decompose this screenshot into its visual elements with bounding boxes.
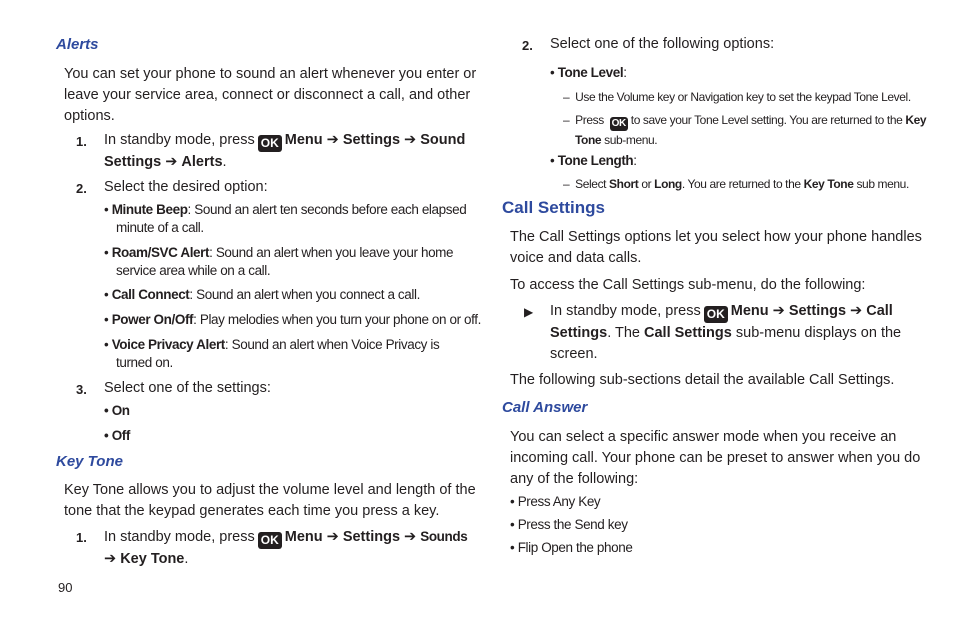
answer-option: • Press the Send key — [510, 517, 628, 532]
option-power-on-off: • Power On/Off: Play melodies when you turn your phone on or off. — [104, 312, 481, 327]
ok-key-icon: OK — [611, 118, 626, 129]
option-call-connect: • Call Connect: Sound an alert when you connect a call. — [104, 287, 420, 302]
triangle-bullet-icon: ▶ — [524, 305, 534, 319]
alerts-step-2: Select the desired option: — [104, 179, 268, 195]
page-number: 90 — [58, 580, 73, 595]
step-number: 1. — [76, 530, 87, 545]
key-tone-intro: Key Tone allows you to adjust the volume level and length of the tone that the keypad generates each time you press a key. — [64, 482, 476, 519]
alerts-intro: You can set your phone to sound an alert whenever you enter or leave your service area, connect or disconnect a call, and other options. — [64, 66, 477, 124]
alerts-step-3: Select one of the settings: — [104, 380, 271, 396]
call-settings-step: In standby mode, press OK Menu ➔ Settings ➔ Call Settings. The Call Settings sub-menu displays on the screen. — [550, 303, 902, 362]
call-settings-intro: The Call Settings options let you select how your phone handles voice and data calls. — [510, 229, 922, 266]
step-number: 2. — [76, 181, 87, 196]
step-number: 3. — [76, 382, 87, 397]
answer-option: • Press Any Key — [510, 494, 601, 509]
step-number: 1. — [76, 134, 87, 149]
option-voice-privacy-alert: • Voice Privacy Alert: Sound an alert when Voice Privacy is turned on. — [104, 337, 440, 370]
call-answer-heading: Call Answer — [502, 399, 588, 416]
tone-level-sub-2: – Press OK to save your Tone Level setting. You are returned to the Key Tone sub-menu. — [563, 113, 927, 147]
key-tone-heading: Key Tone — [56, 453, 123, 470]
option-roam-svc-alert: • Roam/SVC Alert: Sound an alert when you leave your home service area while on a call. — [104, 245, 454, 278]
alerts-heading: Alerts — [56, 36, 99, 53]
call-answer-intro: You can select a specific answer mode when you receive an incoming call. Your phone can be preset to answer when you do any of the following: — [510, 429, 921, 487]
tone-step-2: Select one of the following options: — [550, 36, 775, 52]
tone-length-sub: – Select Short or Long. You are returned to the Key Tone sub menu. — [563, 177, 909, 191]
tone-level-sub-1: – Use the Volume key or Navigation key to set the keypad Tone Level. — [563, 90, 911, 104]
call-settings-access: To access the Call Settings sub-menu, do the following: — [510, 277, 866, 293]
alerts-step-1: In standby mode, press OK Menu ➔ Settings ➔ Sound Settings ➔ Alerts. — [104, 132, 466, 170]
answer-option: • Flip Open the phone — [510, 540, 633, 555]
setting-on: • On — [104, 403, 130, 418]
call-settings-heading: Call Settings — [502, 198, 605, 217]
option-minute-beep: • Minute Beep: Sound an alert ten seconds before each elapsed minute of a call. — [104, 202, 467, 235]
step-number: 2. — [522, 38, 533, 53]
setting-off: • Off — [104, 428, 130, 443]
call-settings-following: The following sub-sections detail the available Call Settings. — [510, 372, 895, 388]
option-tone-length: • Tone Length: — [550, 153, 637, 168]
ok-key-icon: OK — [258, 532, 282, 549]
key-tone-step-1: In standby mode, press OK Menu ➔ Settings ➔ Sounds ➔ Key Tone. — [104, 529, 468, 567]
ok-key-icon: OK — [704, 306, 728, 323]
ok-key-icon: OK — [258, 135, 282, 152]
option-tone-level: • Tone Level: — [550, 65, 627, 80]
